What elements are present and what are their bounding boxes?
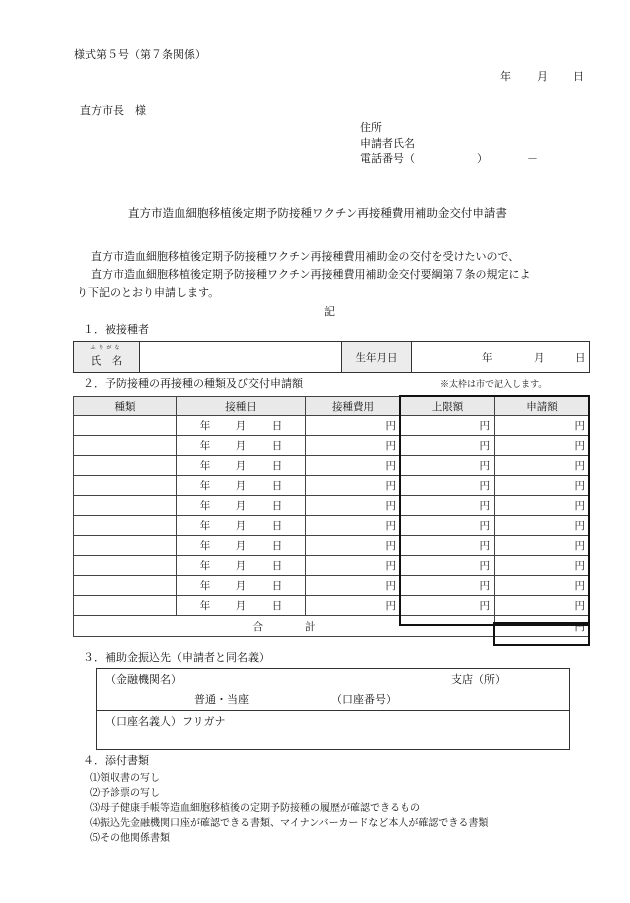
row-date[interactable] bbox=[177, 536, 306, 556]
intro-line-3: り下記のとおり申請します。 bbox=[77, 286, 220, 299]
row-cost[interactable]: 円 bbox=[306, 516, 401, 536]
row-date[interactable] bbox=[177, 556, 306, 576]
table-row bbox=[74, 496, 590, 516]
row-limit[interactable]: 円 bbox=[401, 576, 495, 596]
row-year: 年 bbox=[199, 520, 211, 532]
row-type[interactable] bbox=[74, 456, 177, 476]
section1-heading: １．被接種者 bbox=[83, 323, 149, 336]
holder-row bbox=[97, 711, 569, 749]
row-type[interactable] bbox=[74, 476, 177, 496]
row-date[interactable] bbox=[177, 516, 306, 536]
section2-heading: ２．予防接種の再接種の種類及び交付申請額 bbox=[83, 377, 303, 390]
section2-note: ※太枠は市で記入します。 bbox=[440, 380, 548, 390]
attachment-item: ⑸その他関係書類 bbox=[90, 833, 170, 844]
name-input[interactable] bbox=[140, 342, 342, 373]
row-day: 日 bbox=[271, 580, 283, 592]
row-type[interactable] bbox=[74, 556, 177, 576]
row-request[interactable]: 円 bbox=[495, 416, 590, 436]
section4-heading: ４．添付書類 bbox=[83, 754, 149, 767]
date-month: 月 bbox=[537, 70, 548, 83]
total-label: 合 計 bbox=[74, 616, 495, 637]
row-cost[interactable]: 円 bbox=[306, 416, 401, 436]
row-request[interactable]: 円 bbox=[495, 576, 590, 596]
name-label-cell bbox=[74, 342, 140, 373]
row-cost[interactable]: 円 bbox=[306, 596, 401, 616]
row-request[interactable]: 円 bbox=[495, 536, 590, 556]
row-day: 日 bbox=[271, 500, 283, 512]
row-cost[interactable]: 円 bbox=[306, 576, 401, 596]
row-request[interactable]: 円 bbox=[495, 436, 590, 456]
row-month: 月 bbox=[235, 440, 247, 452]
row-year: 年 bbox=[199, 600, 211, 612]
row-day: 日 bbox=[271, 600, 283, 612]
row-date[interactable] bbox=[177, 576, 306, 596]
table-row bbox=[74, 416, 590, 436]
row-day: 日 bbox=[271, 520, 283, 532]
row-day: 日 bbox=[271, 460, 283, 472]
phone-label: 電話番号（ bbox=[360, 152, 415, 165]
document-title: 直方市造血細胞移植後定期予防接種ワクチン再接種費用補助金交付申請書 bbox=[128, 206, 507, 220]
row-date[interactable] bbox=[177, 476, 306, 496]
col-header-date: 接種日 bbox=[177, 397, 306, 416]
row-date[interactable] bbox=[177, 496, 306, 516]
birth-label: 生年月日 bbox=[342, 342, 412, 373]
row-cost[interactable]: 円 bbox=[306, 436, 401, 456]
row-limit[interactable]: 円 bbox=[401, 516, 495, 536]
row-month: 月 bbox=[235, 580, 247, 592]
row-type[interactable] bbox=[74, 576, 177, 596]
birth-input[interactable] bbox=[412, 342, 590, 373]
birth-day: 日 bbox=[575, 352, 586, 364]
form-number: 様式第５号（第７条関係） bbox=[74, 48, 206, 61]
row-type[interactable] bbox=[74, 536, 177, 556]
row-limit[interactable]: 円 bbox=[401, 416, 495, 436]
row-type[interactable] bbox=[74, 496, 177, 516]
row-month: 月 bbox=[235, 500, 247, 512]
row-date[interactable] bbox=[177, 436, 306, 456]
row-request[interactable]: 円 bbox=[495, 456, 590, 476]
table-row bbox=[74, 596, 590, 616]
table-row bbox=[74, 516, 590, 536]
name-label: 氏 名 bbox=[90, 354, 123, 367]
row-request[interactable]: 円 bbox=[495, 556, 590, 576]
row-month: 月 bbox=[235, 520, 247, 532]
row-request[interactable]: 円 bbox=[495, 496, 590, 516]
phone-paren-close: ） bbox=[477, 152, 488, 165]
row-month: 月 bbox=[235, 560, 247, 572]
total-amount[interactable]: 円 bbox=[495, 616, 590, 637]
bank-row bbox=[97, 669, 569, 711]
table-row bbox=[74, 556, 590, 576]
addressee: 直方市長 様 bbox=[80, 104, 146, 117]
row-year: 年 bbox=[199, 420, 211, 432]
row-date[interactable] bbox=[177, 456, 306, 476]
col-header-limit: 上限額 bbox=[401, 397, 495, 416]
col-header-type: 種類 bbox=[74, 397, 177, 416]
row-year: 年 bbox=[199, 580, 211, 592]
row-limit[interactable]: 円 bbox=[401, 556, 495, 576]
row-month: 月 bbox=[235, 460, 247, 472]
table-row bbox=[74, 436, 590, 456]
row-year: 年 bbox=[199, 540, 211, 552]
row-year: 年 bbox=[199, 500, 211, 512]
account-holder-label: （口座名義人）フリガナ bbox=[105, 715, 226, 728]
row-year: 年 bbox=[199, 560, 211, 572]
table-row bbox=[74, 576, 590, 596]
row-limit[interactable]: 円 bbox=[401, 476, 495, 496]
section3-heading: ３．補助金振込先（申請者と同名義） bbox=[83, 651, 270, 664]
row-month: 月 bbox=[235, 600, 247, 612]
table-row bbox=[74, 456, 590, 476]
row-type[interactable] bbox=[74, 416, 177, 436]
ki-label: 記 bbox=[324, 305, 335, 318]
row-month: 月 bbox=[235, 480, 247, 492]
row-month: 月 bbox=[235, 420, 247, 432]
row-limit[interactable]: 円 bbox=[401, 436, 495, 456]
table-row bbox=[74, 536, 590, 556]
row-month: 月 bbox=[235, 540, 247, 552]
row-year: 年 bbox=[199, 460, 211, 472]
birth-month: 月 bbox=[534, 352, 545, 364]
attachment-item: ⑵予診票の写し bbox=[90, 788, 160, 799]
row-limit[interactable]: 円 bbox=[401, 496, 495, 516]
subject-table bbox=[73, 341, 590, 373]
intro-line-2: 直方市造血細胞移植後定期予防接種ワクチン再接種費用補助金交付要綱第７条の規定によ bbox=[91, 268, 531, 281]
vaccination-table bbox=[73, 396, 590, 637]
col-header-cost: 接種費用 bbox=[306, 397, 401, 416]
row-day: 日 bbox=[271, 480, 283, 492]
birth-year: 年 bbox=[482, 352, 493, 364]
row-limit[interactable]: 円 bbox=[401, 596, 495, 616]
row-day: 日 bbox=[271, 560, 283, 572]
table-row bbox=[74, 476, 590, 496]
row-date[interactable] bbox=[177, 596, 306, 616]
branch-label: 支店（所） bbox=[451, 673, 506, 686]
row-day: 日 bbox=[271, 440, 283, 452]
bank-name-label: （金融機関名） bbox=[105, 673, 182, 686]
bank-box bbox=[96, 668, 570, 750]
account-type: 普通・当座 bbox=[194, 693, 249, 706]
row-year: 年 bbox=[199, 440, 211, 452]
date-day: 日 bbox=[573, 70, 584, 83]
row-request[interactable]: 円 bbox=[495, 476, 590, 496]
row-date[interactable] bbox=[177, 416, 306, 436]
account-number-label: （口座番号） bbox=[331, 693, 397, 706]
row-request[interactable]: 円 bbox=[495, 516, 590, 536]
row-limit[interactable]: 円 bbox=[401, 456, 495, 476]
row-cost[interactable]: 円 bbox=[306, 456, 401, 476]
intro-line-1: 直方市造血細胞移植後定期予防接種ワクチン再接種費用補助金の交付を受けたいので、 bbox=[91, 250, 520, 263]
phone-dash: － bbox=[527, 152, 538, 165]
row-limit[interactable]: 円 bbox=[401, 536, 495, 556]
row-day: 日 bbox=[271, 420, 283, 432]
attachment-item: ⑴領収書の写し bbox=[90, 773, 160, 784]
row-cost[interactable]: 円 bbox=[306, 496, 401, 516]
row-type[interactable] bbox=[74, 436, 177, 456]
applicant-name-label: 申請者氏名 bbox=[360, 137, 415, 150]
date-year: 年 bbox=[500, 70, 511, 83]
row-cost[interactable]: 円 bbox=[306, 556, 401, 576]
row-year: 年 bbox=[199, 480, 211, 492]
col-header-request: 申請額 bbox=[495, 397, 590, 416]
attachment-item: ⑶母子健康手帳等造血細胞移植後の定期予防接種の履歴が確認できるもの bbox=[90, 803, 420, 814]
row-day: 日 bbox=[271, 540, 283, 552]
attachment-item: ⑷振込先金融機関口座が確認できる書類、マイナンバーカードなど本人が確認できる書類 bbox=[90, 818, 489, 829]
address-label: 住所 bbox=[360, 121, 382, 134]
row-cost[interactable]: 円 bbox=[306, 476, 401, 496]
name-ruby: ふりがな bbox=[90, 345, 123, 351]
row-type[interactable] bbox=[74, 516, 177, 536]
row-request[interactable]: 円 bbox=[495, 596, 590, 616]
row-type[interactable] bbox=[74, 596, 177, 616]
row-cost[interactable]: 円 bbox=[306, 536, 401, 556]
